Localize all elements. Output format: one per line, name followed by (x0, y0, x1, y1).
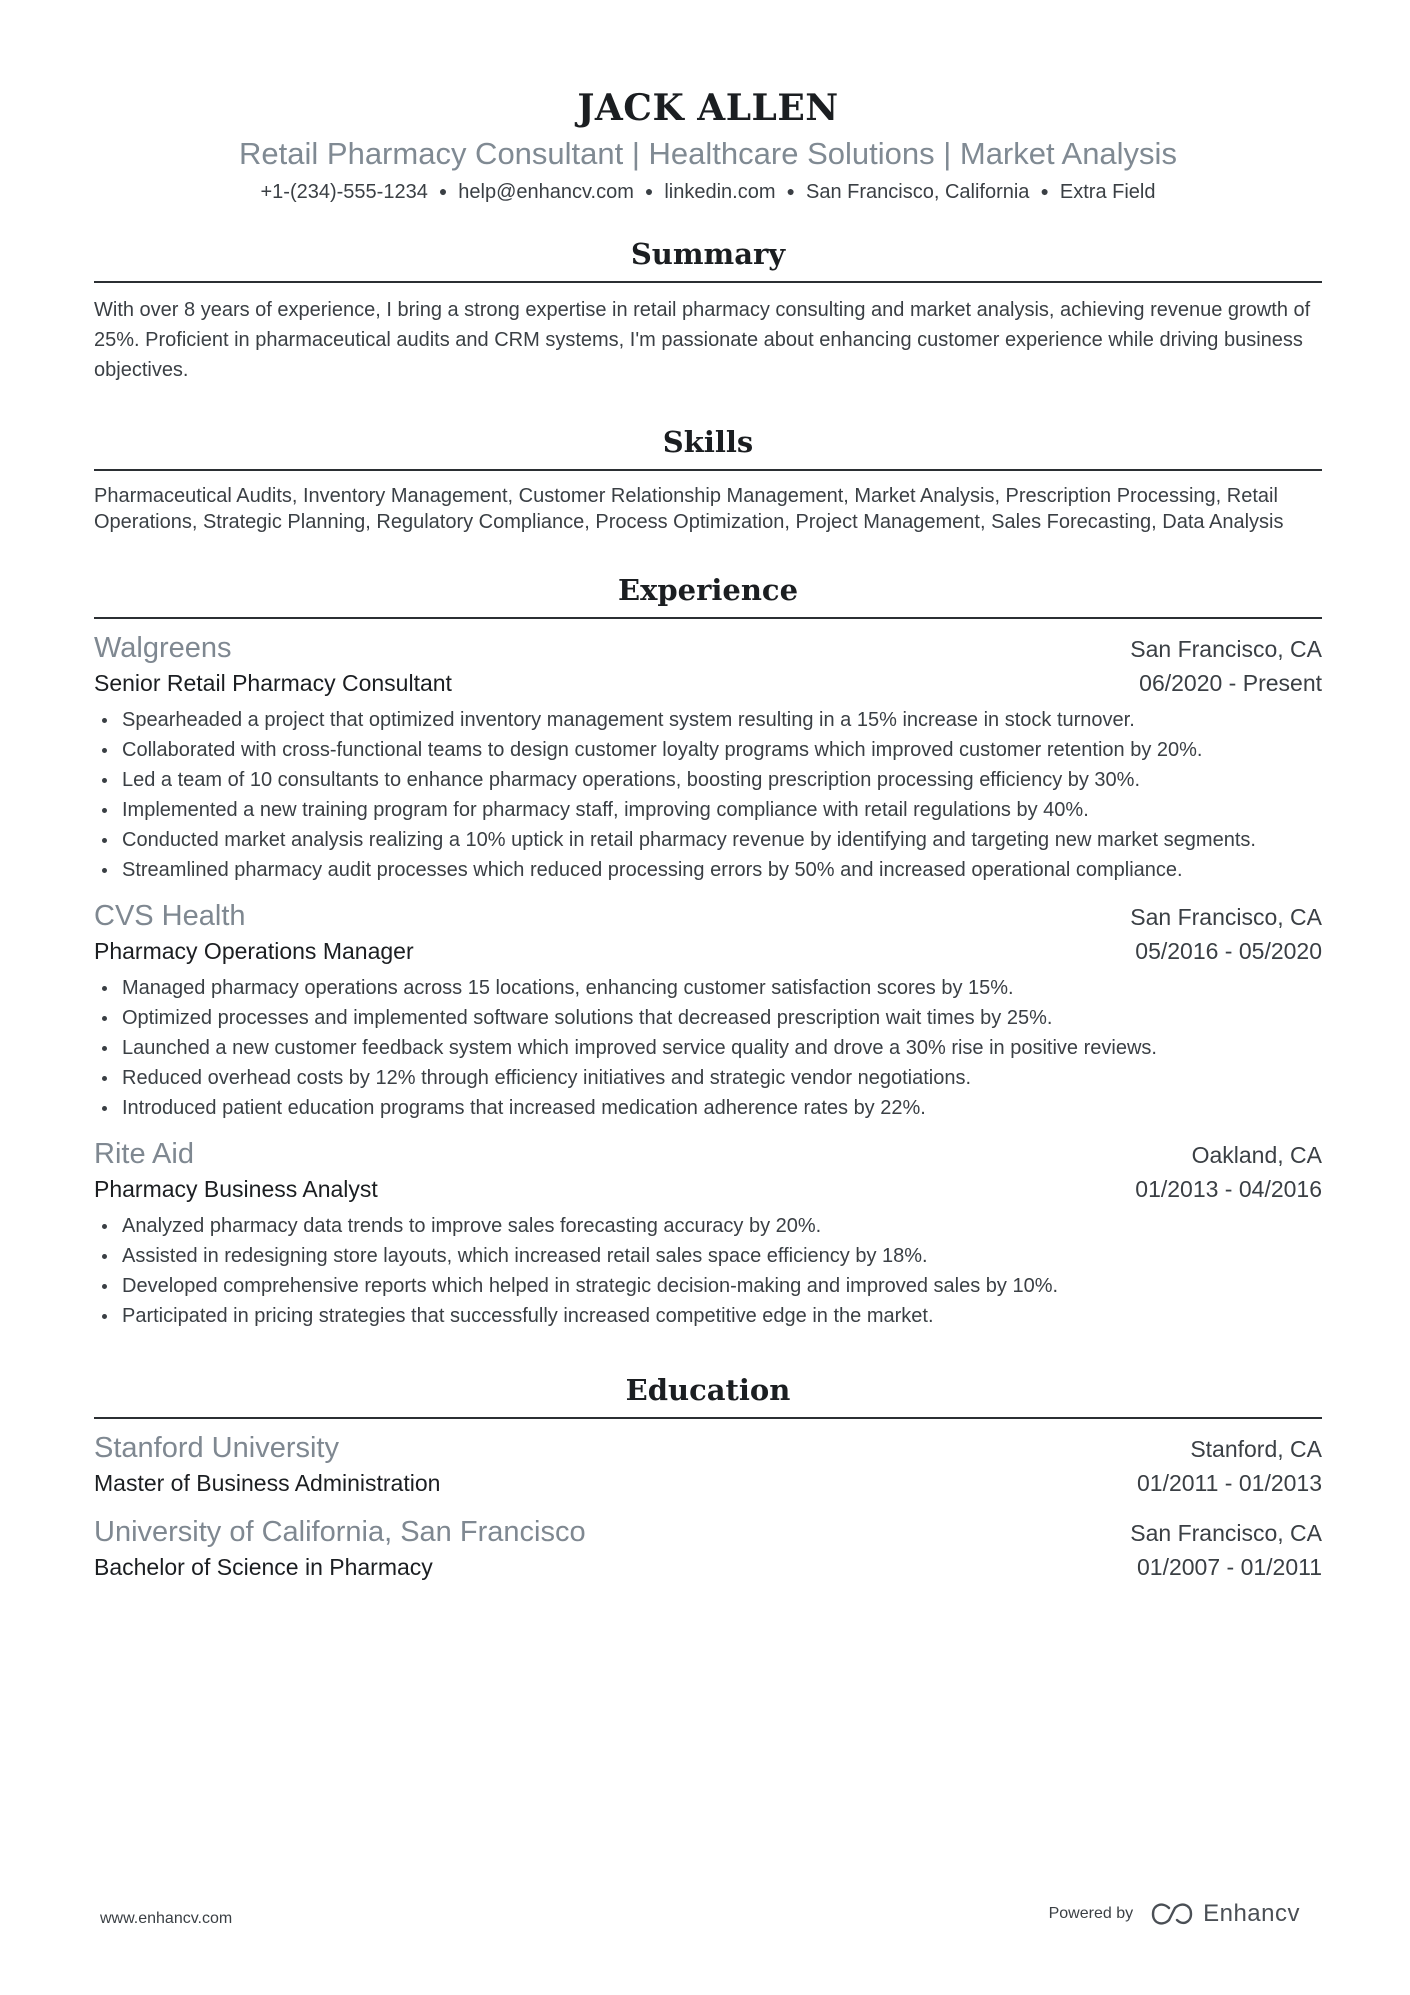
job-location: San Francisco, CA (1130, 636, 1322, 662)
separator-dot: ● (786, 183, 795, 199)
experience-section (94, 571, 1322, 1331)
job-title: Pharmacy Operations Manager (94, 938, 414, 964)
job-dates: 05/2016 - 05/2020 (1135, 938, 1322, 964)
resume-page (94, 0, 1322, 1583)
powered-by-label: Powered by (1048, 1905, 1134, 1922)
list-item: Led a team of 10 consultants to enhance pharmacy operations, boosting prescription processing efficiency by 30%. (94, 765, 1322, 795)
list-item: Analyzed pharmacy data trends to improve sales forecasting accuracy by 20%. (94, 1211, 1322, 1241)
education-dates: 01/2011 - 01/2013 (1136, 1470, 1322, 1496)
list-item: Streamlined pharmacy audit processes which reduced processing errors by 50% and increased operational compliance. (94, 855, 1322, 885)
brand-name: Enhancv (1203, 1900, 1300, 1927)
contact-linkedin[interactable]: linkedin.com (664, 181, 776, 203)
list-item: Participated in pricing strategies that successfully increased competitive edge in the market. (94, 1301, 1322, 1331)
resume-header (94, 0, 1322, 205)
candidate-tagline: Retail Pharmacy Consultant | Healthcare Solutions | Market Analysis (239, 136, 1177, 171)
degree-name: Master of Business Administration (94, 1470, 441, 1496)
list-item: Conducted market analysis realizing a 10% uptick in retail pharmacy revenue by identifying and targeting new market segments. (94, 825, 1322, 855)
job-title: Senior Retail Pharmacy Consultant (94, 670, 452, 696)
school-location: Stanford, CA (1190, 1436, 1322, 1462)
school-name: University of California, San Francisco (94, 1516, 586, 1548)
job-location: Oakland, CA (1191, 1142, 1322, 1168)
section-title: Experience (94, 571, 1322, 619)
job-location: San Francisco, CA (1130, 904, 1322, 930)
job-dates: 01/2013 - 04/2016 (1135, 1176, 1322, 1202)
separator-dot: ● (644, 183, 654, 199)
section-title: Summary (94, 235, 1322, 283)
list-item: Assisted in redesigning store layouts, which increased retail sales space efficiency by 18%. (94, 1241, 1322, 1271)
school-location: San Francisco, CA (1130, 1520, 1322, 1546)
list-item: Launched a new customer feedback system which improved service quality and drove a 30% rise in positive reviews. (94, 1033, 1322, 1063)
skills-section (94, 423, 1322, 535)
company-name: CVS Health (94, 900, 246, 932)
company-name: Walgreens (94, 632, 232, 664)
contact-phone[interactable]: +1-(234)-555-1234 (260, 181, 428, 203)
list-item: Optimized processes and implemented software solutions that decreased prescription wait times by 25%. (94, 1003, 1322, 1033)
education-entry (94, 1429, 1322, 1499)
education-dates: 01/2007 - 01/2011 (1136, 1554, 1322, 1580)
experience-entry (94, 897, 1322, 1123)
footer-website[interactable]: www.enhancv.com (100, 1910, 233, 1927)
footer-branding (1049, 1900, 1300, 1928)
experience-entry (94, 1135, 1322, 1331)
summary-text: With over 8 years of experience, I bring a strong expertise in retail pharmacy consulting and market analysis, achieving revenue growth of 25%. Proficient in pharmaceutical audits and CRM systems, I'm passionate about enhancing customer experience while driving business objectives. (94, 299, 1311, 381)
job-title: Pharmacy Business Analyst (94, 1176, 378, 1202)
separator-dot: ● (438, 183, 448, 199)
achievement-list (94, 973, 1322, 1123)
separator-dot: ● (1040, 183, 1049, 199)
list-item: Reduced overhead costs by 12% through efficiency initiatives and strategic vendor negotiations. (94, 1063, 1322, 1093)
enhancv-logo-icon (1149, 1902, 1195, 1926)
skills-text: Pharmaceutical Audits, Inventory Management, Customer Relationship Management, Market Analysis, Prescription Processing, Retail Operations, Strategic Planning, Regulatory Compliance, Process Optimization, Project Management, Sales Forecasting, Data Analysis (94, 485, 1284, 533)
list-item: Spearheaded a project that optimized inventory management system resulting in a 15% increase in stock turnover. (94, 705, 1322, 735)
section-title: Skills (94, 423, 1322, 471)
company-name: Rite Aid (94, 1138, 194, 1170)
job-dates: 06/2020 - Present (1139, 670, 1322, 696)
experience-entry (94, 629, 1322, 885)
candidate-name: JACK ALLEN (577, 87, 839, 129)
contact-email[interactable]: help@enhancv.com (458, 181, 634, 203)
contact-extra: Extra Field (1059, 181, 1156, 203)
list-item: Developed comprehensive reports which helped in strategic decision-making and improved sales by 10%. (94, 1271, 1322, 1301)
education-section (94, 1371, 1322, 1583)
school-name: Stanford University (94, 1432, 339, 1464)
education-entry (94, 1513, 1322, 1583)
list-item: Implemented a new training program for pharmacy staff, improving compliance with retail regulations by 40%. (94, 795, 1322, 825)
achievement-list (94, 705, 1322, 885)
brand-logo[interactable] (1149, 1900, 1300, 1928)
list-item: Managed pharmacy operations across 15 locations, enhancing customer satisfaction scores by 15%. (94, 973, 1322, 1003)
section-title: Education (94, 1371, 1322, 1419)
list-item: Introduced patient education programs that increased medication adherence rates by 22%. (94, 1093, 1322, 1123)
degree-name: Bachelor of Science in Pharmacy (94, 1554, 433, 1580)
contact-location: San Francisco, California (806, 181, 1030, 203)
contact-line (94, 178, 1322, 205)
achievement-list (94, 1211, 1322, 1331)
summary-section (94, 235, 1322, 385)
list-item: Collaborated with cross-functional teams to design customer loyalty programs which improved customer retention by 20%. (94, 735, 1322, 765)
